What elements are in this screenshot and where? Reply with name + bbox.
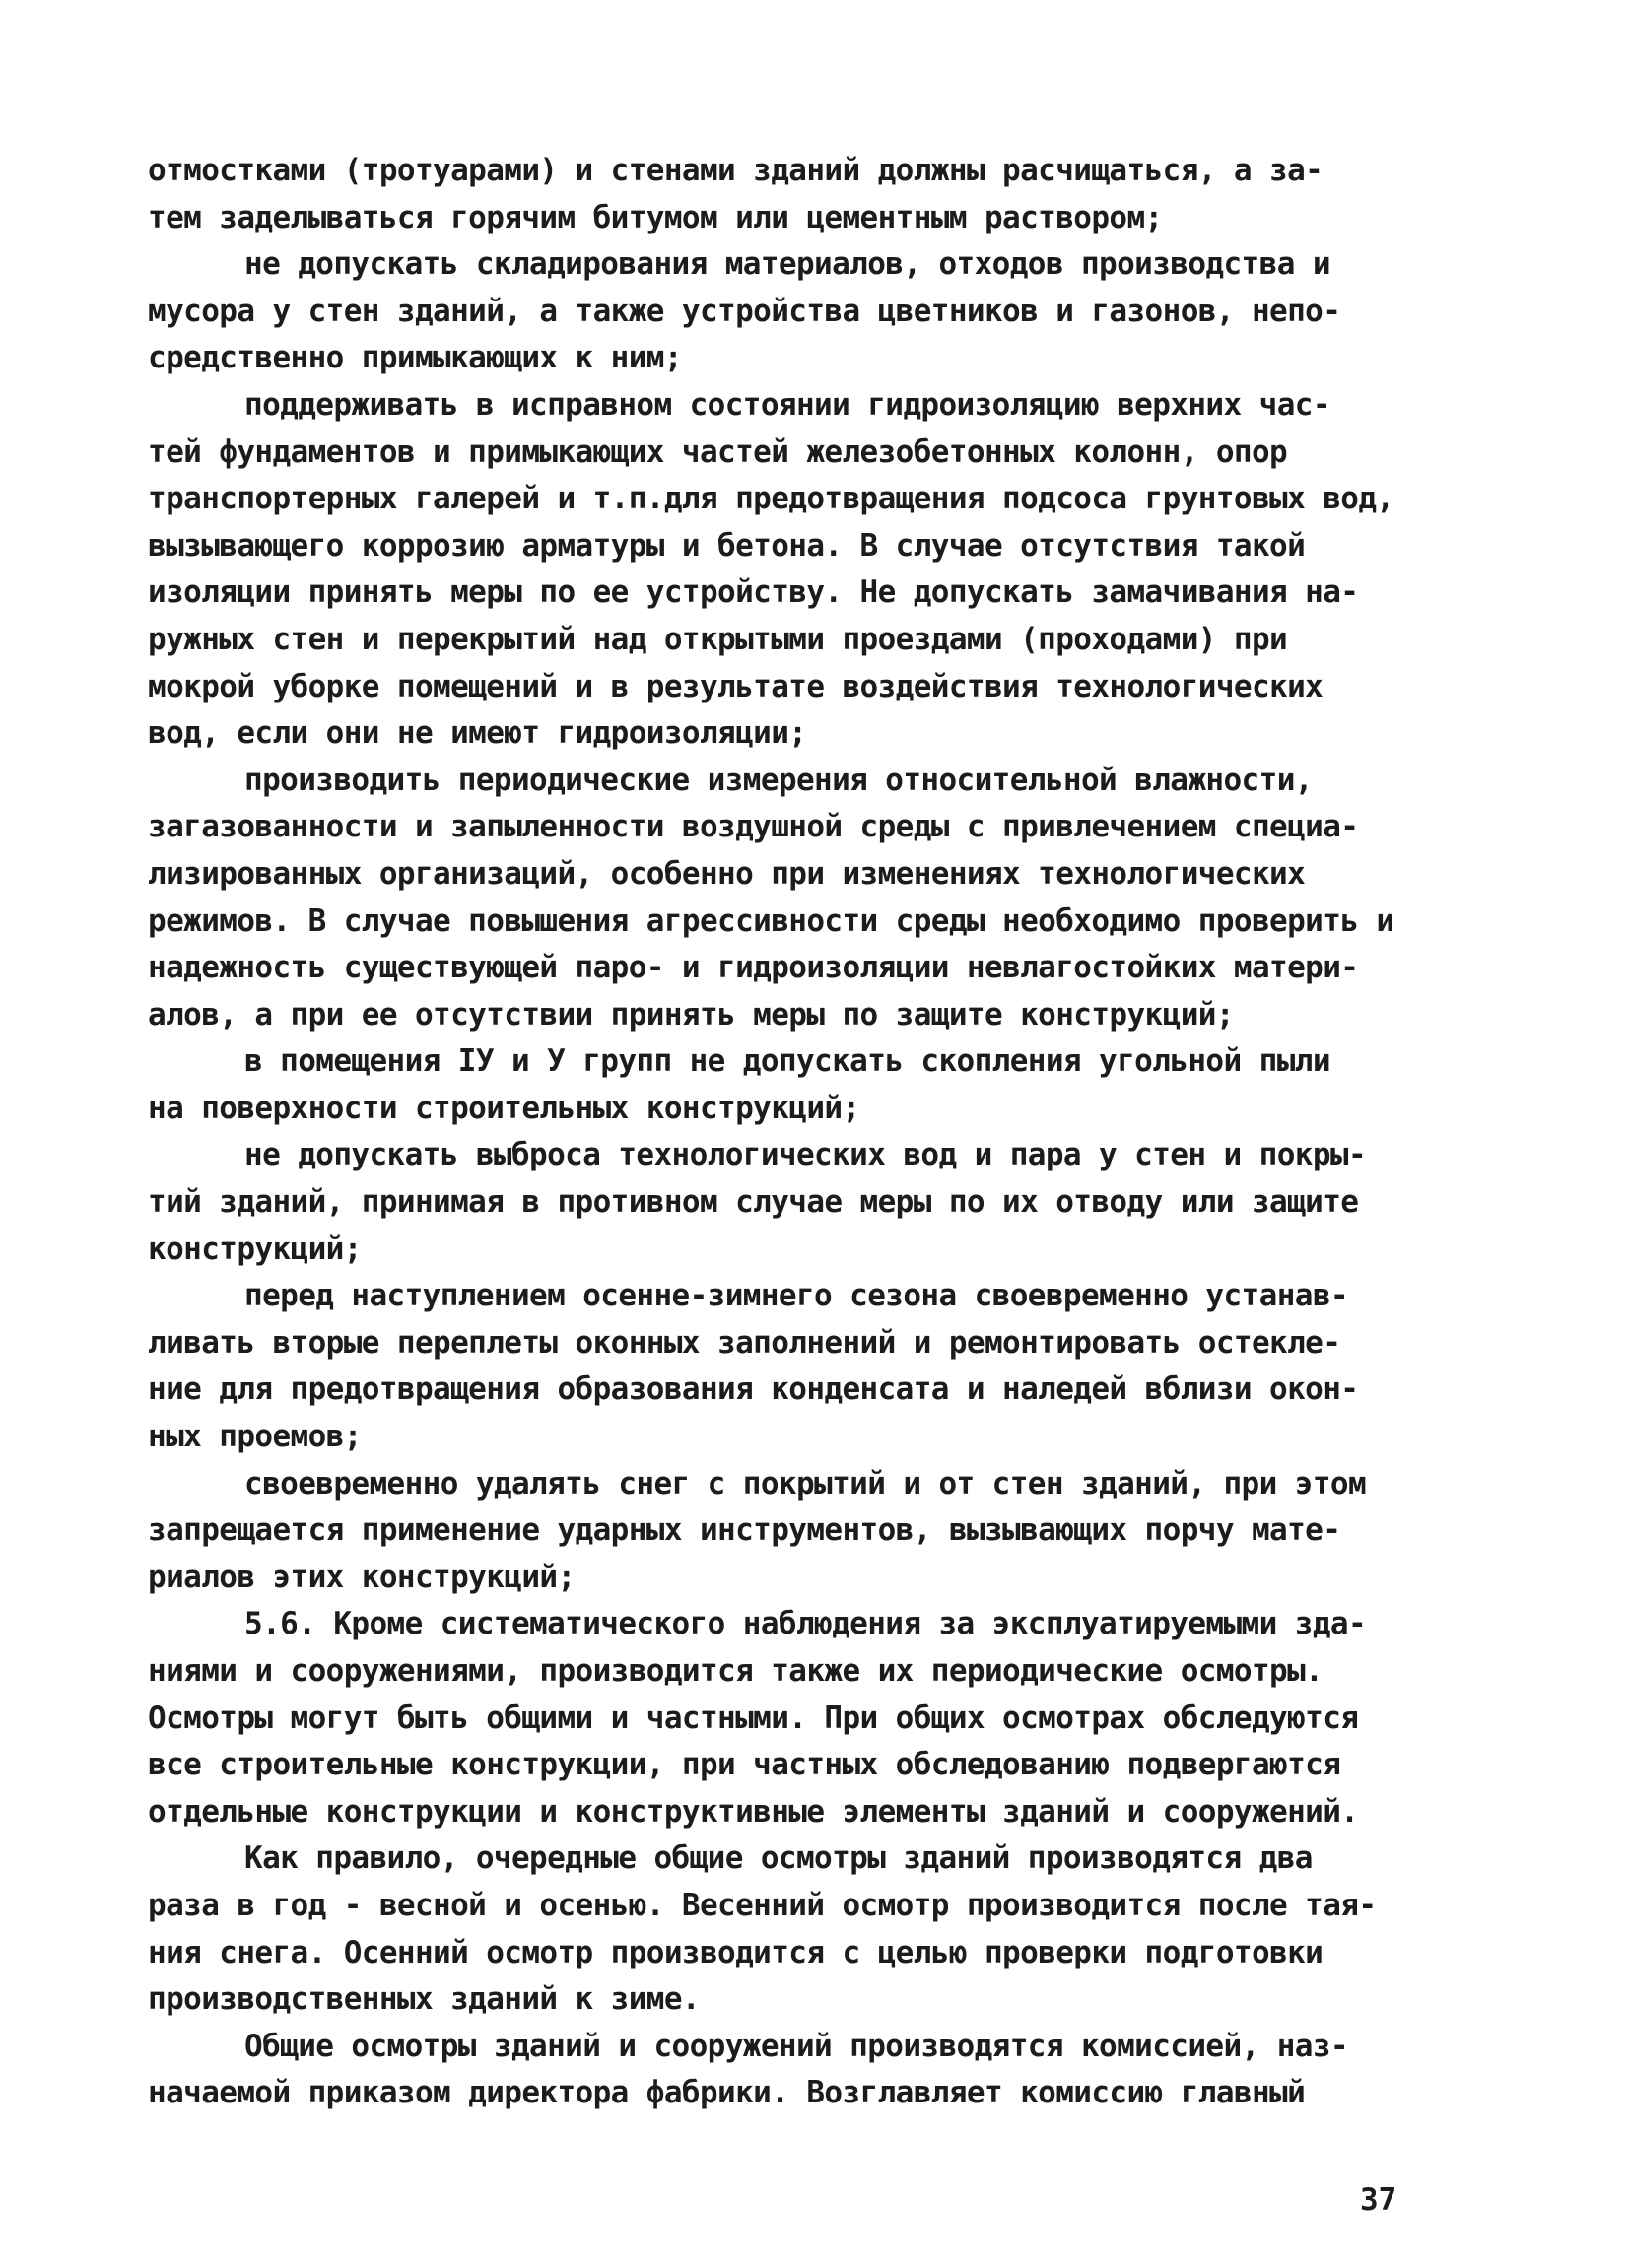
text-line: раза в год - весной и осенью. Весенний осмотр производится после тая-: [148, 1887, 1377, 1923]
text-line: режимов. В случае повышения агрессивности среды необходимо проверить и: [148, 902, 1394, 939]
text-line: надежность существующей паро- и гидроизоляции невлагостойких матери-: [148, 950, 1359, 986]
text-line: не допускать складирования материалов, отходов производства и: [244, 246, 1330, 283]
text-line: транспортерных галерей и т.п.для предотвращения подсоса грунтовых вод,: [148, 481, 1394, 517]
text-line: тем заделываться горячим битумом или цементным раствором;: [148, 199, 1163, 235]
text-line: вод, если они не имеют гидроизоляции;: [148, 715, 807, 752]
text-line: ружных стен и перекрытий над открытыми проездами (проходами) при: [148, 621, 1288, 657]
text-line: в помещения IУ и У групп не допускать скопления угольной пыли: [244, 1043, 1330, 1080]
text-line: лизированных организаций, особенно при изменениях технологических: [148, 855, 1306, 892]
text-line: изоляции принять меры по ее устройству. Не допускать замачивания на-: [148, 574, 1359, 611]
text-line: производить периодические измерения относительной влажности,: [244, 762, 1313, 798]
text-line: отмостками (тротуарами) и стенами зданий должны расчищаться, а за-: [148, 153, 1324, 188]
text-line: ных проемов;: [148, 1419, 362, 1455]
text-line: риалов этих конструкций;: [148, 1559, 576, 1595]
text-line: конструкций;: [148, 1231, 362, 1267]
body-text: [148, 148, 1498, 2117]
text-line: средственно примыкающих к ним;: [148, 340, 682, 376]
text-line: перед наступлением осенне-зимнего сезона своевременно устанав-: [244, 1278, 1348, 1314]
text-line: не допускать выброса технологических вод и пара у стен и покры-: [244, 1137, 1367, 1173]
text-line: отдельные конструкции и конструктивные элементы зданий и сооружений.: [148, 1793, 1359, 1830]
text-line: ниями и сооружениями, производится также их периодические осмотры.: [148, 1653, 1324, 1689]
text-line: Общие осмотры зданий и сооружений производятся комиссией, наз-: [244, 2028, 1348, 2064]
text-line: мусора у стен зданий, а также устройства цветников и газонов, непо-: [148, 293, 1341, 329]
text-line: все строительные конструкции, при частных обследованию подвергаются: [148, 1747, 1341, 1783]
text-line: запрещается применение ударных инструментов, вызывающих порчу мате-: [148, 1512, 1341, 1549]
text-line: 5.6. Кроме систематического наблюдения за эксплуатируемыми зда-: [244, 1606, 1367, 1642]
text-line: на поверхности строительных конструкций;: [148, 1090, 860, 1126]
text-line: ливать вторые переплеты оконных заполнений и ремонтировать остекле-: [148, 1324, 1341, 1361]
text-line: тей фундаментов и примыкающих частей железобетонных колонн, опор: [148, 434, 1288, 470]
text-line: Осмотры могут быть общими и частными. При общих осмотрах обследуются: [148, 1700, 1359, 1736]
page-number: 37: [1360, 2182, 1397, 2218]
text-line: своевременно удалять снег с покрытий и от стен зданий, при этом: [244, 1465, 1367, 1501]
text-line: мокрой уборке помещений и в результате воздействия технологических: [148, 668, 1324, 704]
text-line: начаемой приказом директора фабрики. Возглавляет комиссию главный: [148, 2075, 1306, 2111]
text-line: производственных зданий к зиме.: [148, 1981, 700, 2018]
text-line: Как правило, очередные общие осмотры зданий производятся два: [244, 1840, 1313, 1877]
text-line: алов, а при ее отсутствии принять меры по защите конструкций;: [148, 996, 1234, 1033]
text-line: тий зданий, принимая в противном случае меры по их отводу или защите: [148, 1184, 1359, 1221]
text-line: ния снега. Осенний осмотр производится с целью проверки подготовки: [148, 1934, 1324, 1970]
text-line: вызывающего коррозию арматуры и бетона. В случае отсутствия такой: [148, 527, 1306, 564]
text-line: загазованности и запыленности воздушной среды с привлечением специа-: [148, 809, 1359, 845]
text-line: поддерживать в исправном состоянии гидроизоляцию верхних час-: [244, 386, 1330, 423]
text-line: ние для предотвращения образования конденсата и наледей вблизи окон-: [148, 1371, 1359, 1408]
